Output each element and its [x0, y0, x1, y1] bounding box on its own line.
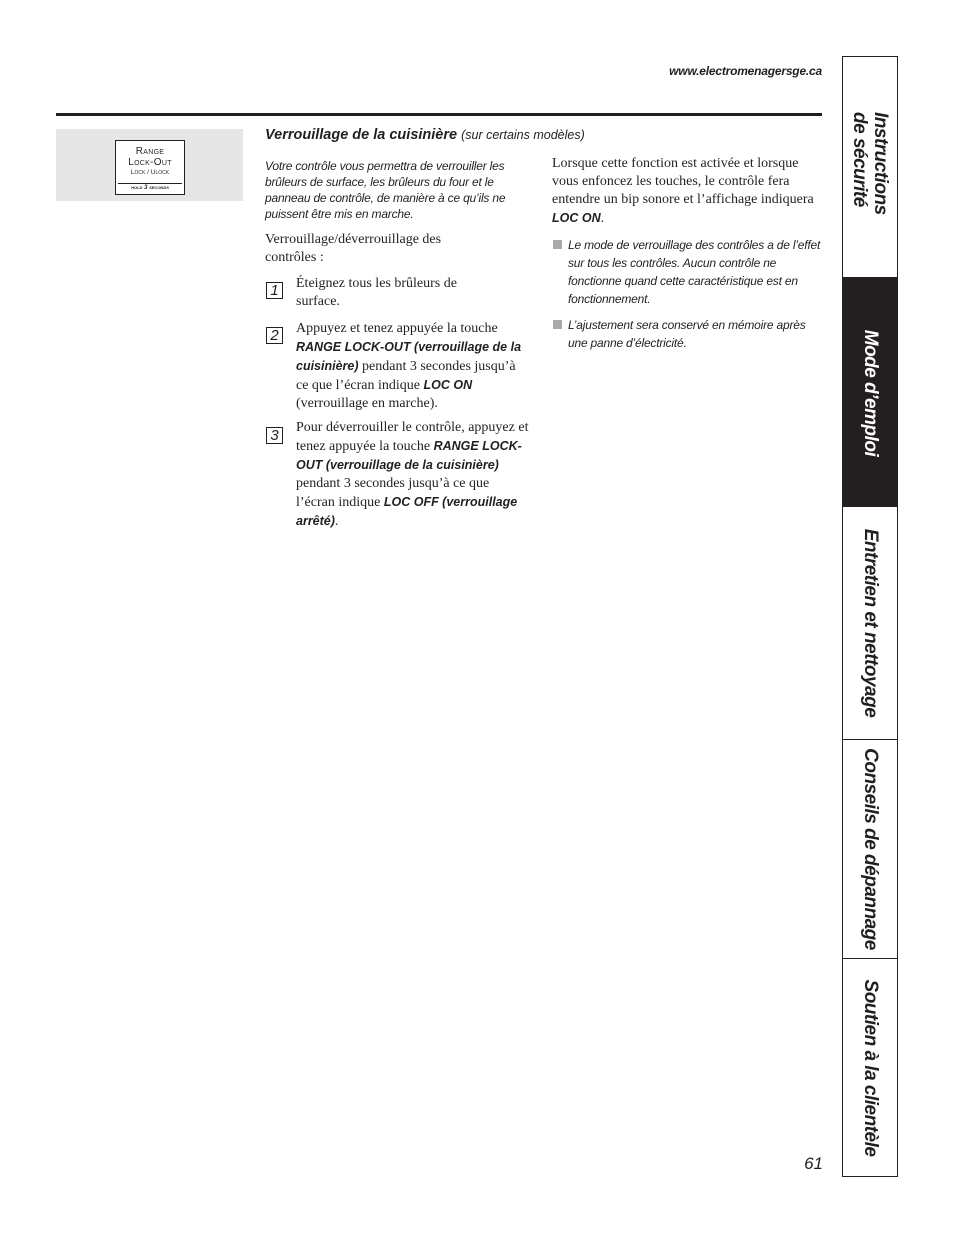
- tab-instructions-securite[interactable]: [843, 57, 897, 278]
- step-2-display: LOC ON: [423, 378, 473, 392]
- page-number: 61: [804, 1154, 823, 1173]
- header-rule: [56, 113, 822, 116]
- keypad-line-lock-ulock: Lock / Ulock: [130, 169, 170, 176]
- step-number-1: 1: [266, 282, 283, 299]
- bullet-square-icon: [553, 240, 562, 249]
- steps-label: Verrouillage/déverrouillage des contrôles :: [265, 232, 442, 265]
- keypad-line-lockout: Lock-Out: [128, 157, 172, 168]
- intro-paragraph: Votre contrôle vous permettra de verrouiller les brûleurs de surface, les brûleurs du four et le panneau de contrôle, de manière à ce qu’ils ne puissent être mis en marche.: [265, 159, 506, 221]
- step-3-pre: Pour déverrouiller le contrôle, appuyez et tenez appuyée la touche: [296, 420, 529, 454]
- website-url: www.electromenagersge.ca: [669, 64, 822, 78]
- keypad-line-range: Range: [135, 146, 165, 157]
- tab-conseils-depannage[interactable]: [843, 740, 897, 959]
- right-paragraph: [552, 155, 814, 228]
- step-number-2: 2: [266, 327, 283, 344]
- step-3-key: RANGE LOCK-OUT (verrouillage de la cuisinière): [296, 439, 522, 472]
- step-text-2: [296, 320, 531, 413]
- bullet-item-2: L’ajustement sera conservé en mémoire après une panne d’électricité.: [568, 318, 806, 350]
- step-2-mid: pendant 3 secondes jusqu’à ce que l’écran indique: [296, 359, 516, 393]
- step-text-3: [296, 419, 531, 531]
- tab-entretien-nettoyage[interactable]: [843, 507, 897, 740]
- tab-label: Mode d’emploi: [860, 329, 881, 456]
- step-2-pre: Appuyez et tenez appuyée la touche: [296, 321, 498, 336]
- section-sidebar: [842, 56, 898, 1177]
- tab-mode-emploi[interactable]: [843, 278, 897, 507]
- tab-label: Conseils de dépannage: [860, 748, 881, 950]
- section-heading: [265, 127, 585, 143]
- tab-label: Entretien et nettoyage: [860, 528, 881, 718]
- tab-label: Soutien à la clientèle: [860, 979, 881, 1156]
- step-number-3: 3: [266, 427, 283, 444]
- right-para-pre: Lorsque cette fonction est activée et lorsque vous enfoncez les touches, le contrôle fera entendre un bip sonore et l’affichage indiquera: [552, 156, 814, 207]
- bullet-item-1: Le mode de verrouillage des contrôles a de l’effet sur tous les contrôles. Aucun contrôle ne fonctionne quand cette caractéristique est en fonctionnement.: [568, 238, 821, 306]
- step-3-post: .: [334, 514, 339, 529]
- right-para-display: LOC ON: [552, 211, 601, 225]
- step-2-key: RANGE LOCK-OUT (verrouillage de la cuisinière): [296, 340, 522, 373]
- section-title: Verrouillage de la cuisinière: [265, 127, 458, 143]
- step-3-mid: pendant 3 secondes jusqu’à ce que l’écran indique: [296, 476, 490, 510]
- step-text-1: Éteignez tous les brûleurs de surface.: [296, 276, 457, 309]
- tab-label: Instructions de sécurité: [849, 112, 891, 215]
- step-2-post: (verrouillage en marche).: [296, 396, 438, 411]
- section-title-note: (sur certains modèles): [461, 128, 585, 142]
- right-para-post: .: [600, 211, 605, 226]
- tab-soutien-clientele[interactable]: [843, 959, 897, 1176]
- step-3-display: LOC OFF (verrouillage arrêté): [296, 495, 518, 528]
- bullet-square-icon: [553, 320, 562, 329]
- range-lockout-keypad-illustration: [115, 140, 185, 195]
- keypad-line-hold: hold 3 seconds: [118, 183, 182, 192]
